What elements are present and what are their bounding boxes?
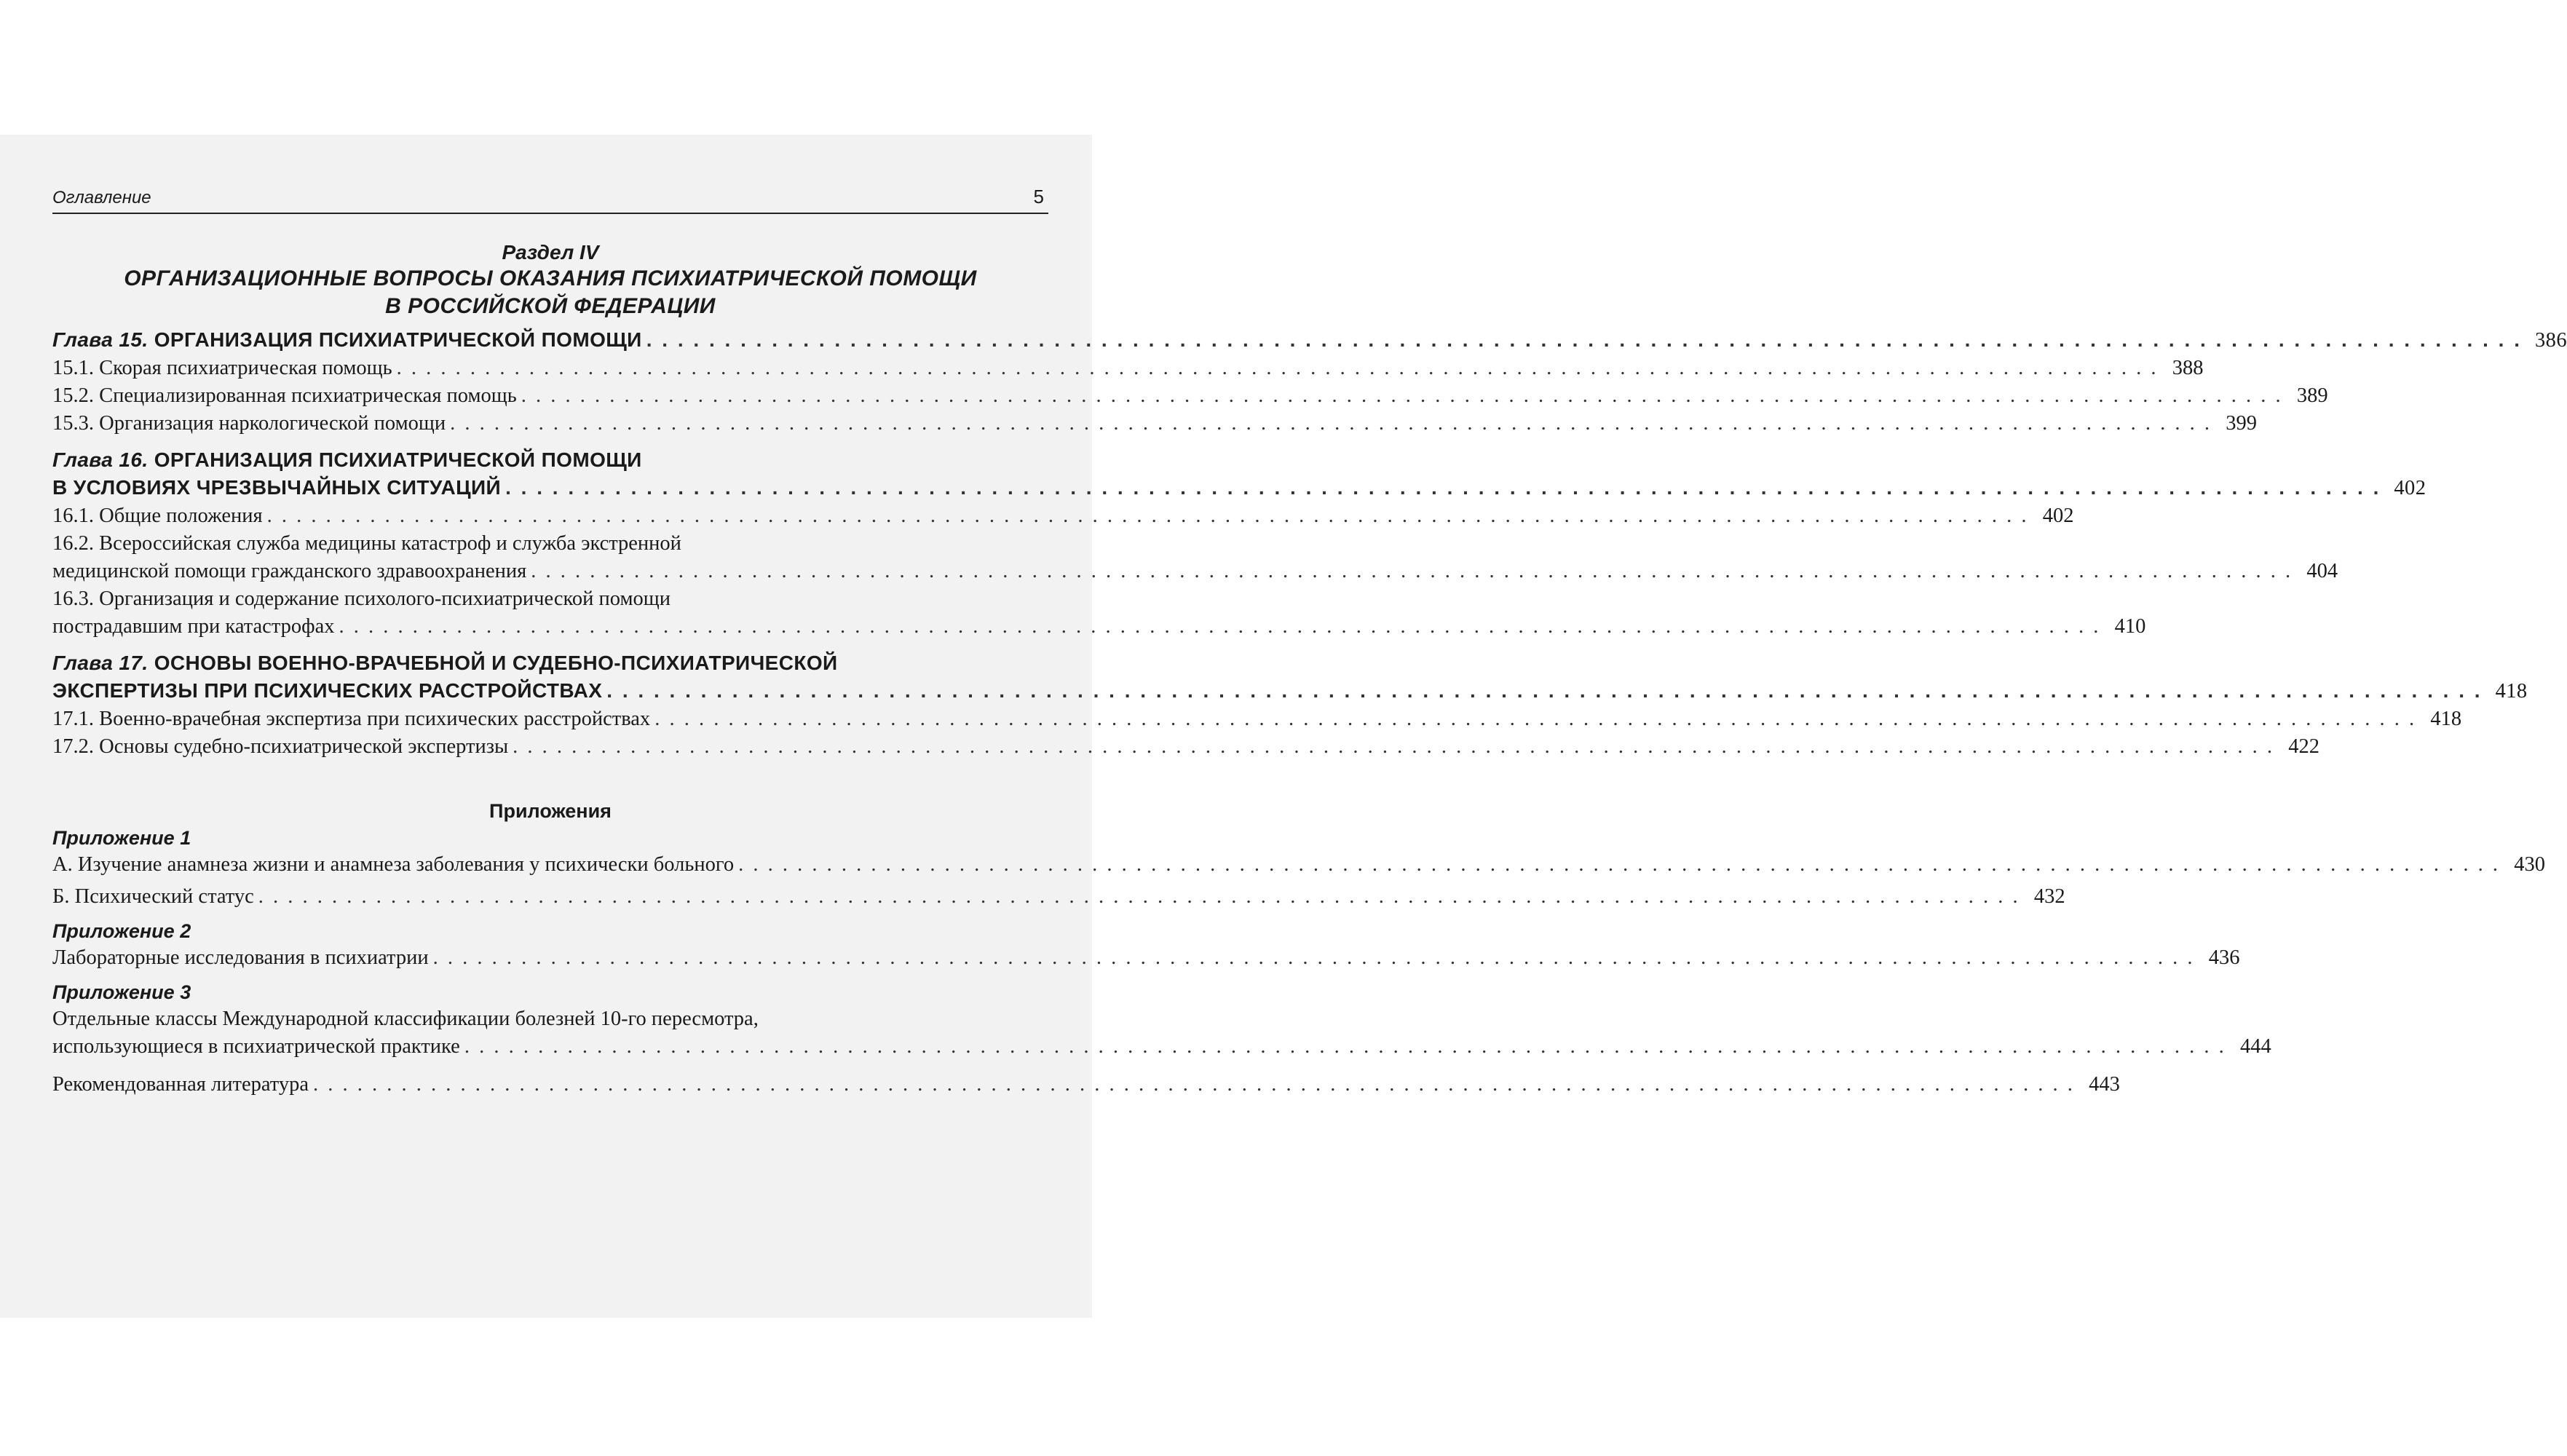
appendix-list — [52, 825, 2545, 1061]
toc-entry-text: 15.1. Скорая психиатрическая помощь — [52, 357, 392, 379]
toc-content — [52, 186, 2567, 1099]
leader-dots: . . . . . . . . . . . . . . . . . . . . . . . . . . . . . . . . . . . . . . . . . . . . . . . . . . . . . . . . . . . . . . . . . . . . . . . . . . . . . . . . . . . . . . . . . . . . . . . . . . . . . . . . . . . . . . . . . . . . . . . . — [464, 1035, 2226, 1058]
toc-entry-line — [52, 1005, 1048, 1033]
toc-entry-line — [52, 677, 2528, 705]
toc-entry-line — [52, 502, 2074, 530]
toc-entry-text: 16.1. Общие положения — [52, 505, 263, 527]
chapter-list — [52, 326, 2567, 761]
toc-entry-line — [52, 613, 2146, 641]
leader-dots: . . . . . . . . . . . . . . . . . . . . . . . . . . . . . . . . . . . . . . . . . . . . . . . . . . . . . . . . . . . . . . . . . . . . . . . . . . . . . . . . . . . . . . . . . . . . . . . . . . . . . . . . . . . . . . . . . . . . . . . . — [450, 412, 2212, 435]
toc-entry-line — [52, 851, 2545, 879]
toc-entry-line — [52, 1033, 2271, 1061]
page-reference: 443 — [2089, 1073, 2120, 1096]
page-reference: 410 — [2114, 615, 2146, 638]
toc-entry-text: 15.3. Организация наркологической помощи — [52, 412, 446, 435]
page-reference: 386 — [2535, 329, 2567, 352]
toc-entry[interactable] — [52, 382, 2328, 410]
toc-entry[interactable] — [52, 1005, 2271, 1061]
leader-dots: . . . . . . . . . . . . . . . . . . . . . . . . . . . . . . . . . . . . . . . . . . . . . . . . . . . . . . . . . . . . . . . . . . . . . . . . . . . . . . . . . . . . . . . . . . . . . . . . . . . . . . . . . . . . . . . . . . . . . . . . — [738, 853, 2500, 876]
page-reference: 432 — [2033, 885, 2065, 908]
toc-entry-text: Лабораторные исследования в психиатрии — [52, 946, 429, 969]
page-reference: 422 — [2288, 735, 2319, 758]
toc-entry-line — [52, 649, 1048, 677]
toc-entry-line — [52, 382, 2328, 410]
leader-dots: . . . . . . . . . . . . . . . . . . . . . . . . . . . . . . . . . . . . . . . . . . . . . . . . . . . . . . . . . . . . . . . . . . . . . . . . . . . . . . . . . . . . . . . . . . . . . . . . . . . . . . . . . . . . . . . . . . . . . . . . — [432, 946, 2195, 969]
chapter-entry[interactable] — [52, 326, 2567, 355]
leader-dots: . . . . . . . . . . . . . . . . . . . . . . . . . . . . . . . . . . . . . . . . . . . . . . . . . . . . . . . . . . . . . . . . . . . . . . . . . . . . . . . . . . . . . . . . . . . . . . . . . . . . . . . . . . . . . . . . . . . . . . . . — [646, 328, 2522, 351]
toc-entry[interactable] — [52, 355, 2204, 382]
toc-entry[interactable] — [52, 410, 2257, 438]
toc-entry-line — [52, 410, 2257, 438]
leader-dots: . . . . . . . . . . . . . . . . . . . . . . . . . . . . . . . . . . . . . . . . . . . . . . . . . . . . . . . . . . . . . . . . . . . . . . . . . . . . . . . . . . . . . . . . . . . . . . . . . . . . . . . . . . . . . . . . . . . . . . . . — [521, 384, 2283, 407]
toc-entry-text: пострадавшим при катастрофах — [52, 615, 335, 638]
chapter-title: ОРГАНИЗАЦИЯ ПСИХИАТРИЧЕСКОЙ ПОМОЩИ — [154, 448, 642, 471]
leader-dots: . . . . . . . . . . . . . . . . . . . . . . . . . . . . . . . . . . . . . . . . . . . . . . . . . . . . . . . . . . . . . . . . . . . . . . . . . . . . . . . . . . . . . . . . . . . . . . . . . . . . . . . . . . . . . . . . . . . . . . . . — [505, 476, 2381, 499]
page-reference: 436 — [2208, 946, 2240, 969]
toc-entry-line — [52, 944, 2240, 972]
chapter-number: Глава 15. — [52, 328, 154, 351]
appendix-label: Приложение 3 — [52, 981, 191, 1003]
chapter-number: Глава 17. — [52, 652, 154, 674]
toc-entry[interactable] — [52, 851, 2545, 879]
toc-entry-text: Отдельные классы Международной классификации болезней 10-го пересмотра, — [52, 1008, 759, 1030]
page-reference: 430 — [2514, 853, 2545, 876]
toc-entry-text: медицинской помощи гражданского здравоохранения — [52, 560, 527, 582]
toc-entry[interactable] — [52, 705, 2462, 733]
toc-entry-line — [52, 446, 1048, 474]
toc-entry-line — [52, 355, 2204, 382]
appendix-label: Приложение 1 — [52, 827, 191, 849]
toc-entry-line — [52, 558, 2338, 585]
toc-entry-text: 17.1. Военно-врачебная экспертиза при психических расстройствах — [52, 708, 651, 730]
section-heading — [52, 240, 1048, 320]
toc-entry-line — [52, 474, 2426, 502]
page-reference: 402 — [2042, 505, 2074, 527]
toc-entry-text: Рекомендованная литература — [52, 1073, 309, 1096]
leader-dots: . . . . . . . . . . . . . . . . . . . . . . . . . . . . . . . . . . . . . . . . . . . . . . . . . . . . . . . . . . . . . . . . . . . . . . . . . . . . . . . . . . . . . . . . . . . . . . . . . . . . . . . . . . . . . . . . . . . . . . . . — [266, 505, 2029, 527]
toc-entry-line — [52, 326, 2567, 355]
page-reference: 399 — [2226, 412, 2257, 435]
toc-entry-text: 16.3. Организация и содержание психолого-психиатрической помощи — [52, 587, 671, 610]
toc-entry-text — [52, 649, 838, 677]
toc-entry[interactable] — [52, 883, 2065, 911]
toc-entry-text: 17.2. Основы судебно-психиатрической экспертизы — [52, 735, 509, 758]
appendices-heading: Приложения — [489, 800, 612, 822]
page-reference: 444 — [2239, 1035, 2271, 1058]
toc-entry[interactable] — [52, 585, 2146, 641]
running-head — [52, 186, 1048, 214]
toc-entry-line — [52, 1071, 2120, 1099]
page-reference: 402 — [2394, 477, 2426, 499]
chapter-entry[interactable] — [52, 446, 2426, 502]
toc-entry-text: использующиеся в психиатрической практике — [52, 1035, 460, 1058]
toc-entry-text — [52, 326, 642, 354]
toc-entry[interactable] — [52, 530, 2338, 585]
page-number: 5 — [1033, 186, 1044, 207]
leader-dots: . . . . . . . . . . . . . . . . . . . . . . . . . . . . . . . . . . . . . . . . . . . . . . . . . . . . . . . . . . . . . . . . . . . . . . . . . . . . . . . . . . . . . . . . . . . . . . . . . . . . . . . . . . . . . . . . . . . . . . . . — [396, 357, 2159, 379]
leader-dots: . . . . . . . . . . . . . . . . . . . . . . . . . . . . . . . . . . . . . . . . . . . . . . . . . . . . . . . . . . . . . . . . . . . . . . . . . . . . . . . . . . . . . . . . . . . . . . . . . . . . . . . . . . . . . . . . . . . . . . . . — [339, 615, 2101, 638]
leader-dots: . . . . . . . . . . . . . . . . . . . . . . . . . . . . . . . . . . . . . . . . . . . . . . . . . . . . . . . . . . . . . . . . . . . . . . . . . . . . . . . . . . . . . . . . . . . . . . . . . . . . . . . . . . . . . . . . . . . . . . . . — [313, 1073, 2075, 1096]
page-reference: 388 — [2172, 357, 2204, 379]
toc-entry-text: 15.2. Специализированная психиатрическая помощь — [52, 384, 517, 407]
literature-entry-holder — [52, 1071, 2120, 1099]
appendix-label: Приложение 2 — [52, 920, 191, 942]
section-title: ОРГАНИЗАЦИОННЫЕ ВОПРОСЫ ОКАЗАНИЯ ПСИХИАТРИЧЕСКОЙ ПОМОЩИ В РОССИЙСКОЙ ФЕДЕРАЦИИ — [124, 266, 977, 318]
toc-entry[interactable] — [52, 944, 2240, 972]
chapter-entry[interactable] — [52, 649, 2528, 705]
running-head-title: Оглавление — [52, 188, 151, 207]
leader-dots: . . . . . . . . . . . . . . . . . . . . . . . . . . . . . . . . . . . . . . . . . . . . . . . . . . . . . . . . . . . . . . . . . . . . . . . . . . . . . . . . . . . . . . . . . . . . . . . . . . . . . . . . . . . . . . . . . . . . . . . . — [531, 560, 2293, 582]
page-reference: 389 — [2296, 384, 2328, 407]
toc-entry-text: 16.2. Всероссийская служба медицины катастроф и служба экстренной — [52, 532, 681, 555]
toc-entry-line — [52, 705, 2462, 733]
page-reference: 404 — [2306, 560, 2338, 582]
toc-entry-line — [52, 530, 1048, 558]
leader-dots: . . . . . . . . . . . . . . . . . . . . . . . . . . . . . . . . . . . . . . . . . . . . . . . . . . . . . . . . . . . . . . . . . . . . . . . . . . . . . . . . . . . . . . . . . . . . . . . . . . . . . . . . . . . . . . . . . . . . . . . . — [258, 885, 2020, 908]
toc-entry-text: В УСЛОВИЯХ ЧРЕЗВЫЧАЙНЫХ СИТУАЦИЙ — [52, 476, 502, 499]
toc-entry-line — [52, 585, 1048, 613]
toc-entry-text: А. Изучение анамнеза жизни и анамнеза заболевания у психически больного — [52, 853, 735, 876]
page-reference: 418 — [2430, 708, 2462, 730]
chapter-title: ОРГАНИЗАЦИЯ ПСИХИАТРИЧЕСКОЙ ПОМОЩИ — [154, 328, 642, 351]
toc-entry[interactable] — [52, 733, 2319, 761]
leader-dots: . . . . . . . . . . . . . . . . . . . . . . . . . . . . . . . . . . . . . . . . . . . . . . . . . . . . . . . . . . . . . . . . . . . . . . . . . . . . . . . . . . . . . . . . . . . . . . . . . . . . . . . . . . . . . . . . . . . . . . . . — [654, 708, 2417, 730]
page-reference: 418 — [2495, 680, 2528, 703]
section-label: Раздел IV — [502, 241, 599, 264]
leader-dots: . . . . . . . . . . . . . . . . . . . . . . . . . . . . . . . . . . . . . . . . . . . . . . . . . . . . . . . . . . . . . . . . . . . . . . . . . . . . . . . . . . . . . . . . . . . . . . . . . . . . . . . . . . . . . . . . . . . . . . . . — [606, 679, 2483, 702]
toc-entry-text: ЭКСПЕРТИЗЫ ПРИ ПСИХИЧЕСКИХ РАССТРОЙСТВАХ — [52, 679, 603, 702]
toc-entry-text — [52, 446, 642, 474]
chapter-title: ОСНОВЫ ВОЕННО-ВРАЧЕБНОЙ И СУДЕБНО-ПСИХИАТРИЧЕСКОЙ — [154, 652, 838, 674]
toc-entry-text: Б. Психический статус — [52, 885, 254, 908]
toc-entry-line — [52, 883, 2065, 911]
leader-dots: . . . . . . . . . . . . . . . . . . . . . . . . . . . . . . . . . . . . . . . . . . . . . . . . . . . . . . . . . . . . . . . . . . . . . . . . . . . . . . . . . . . . . . . . . . . . . . . . . . . . . . . . . . . . . . . . . . . . . . . . — [513, 735, 2274, 758]
chapter-number: Глава 16. — [52, 448, 154, 471]
toc-entry-line — [52, 733, 2319, 761]
toc-entry[interactable] — [52, 1071, 2120, 1099]
toc-entry[interactable] — [52, 502, 2074, 530]
